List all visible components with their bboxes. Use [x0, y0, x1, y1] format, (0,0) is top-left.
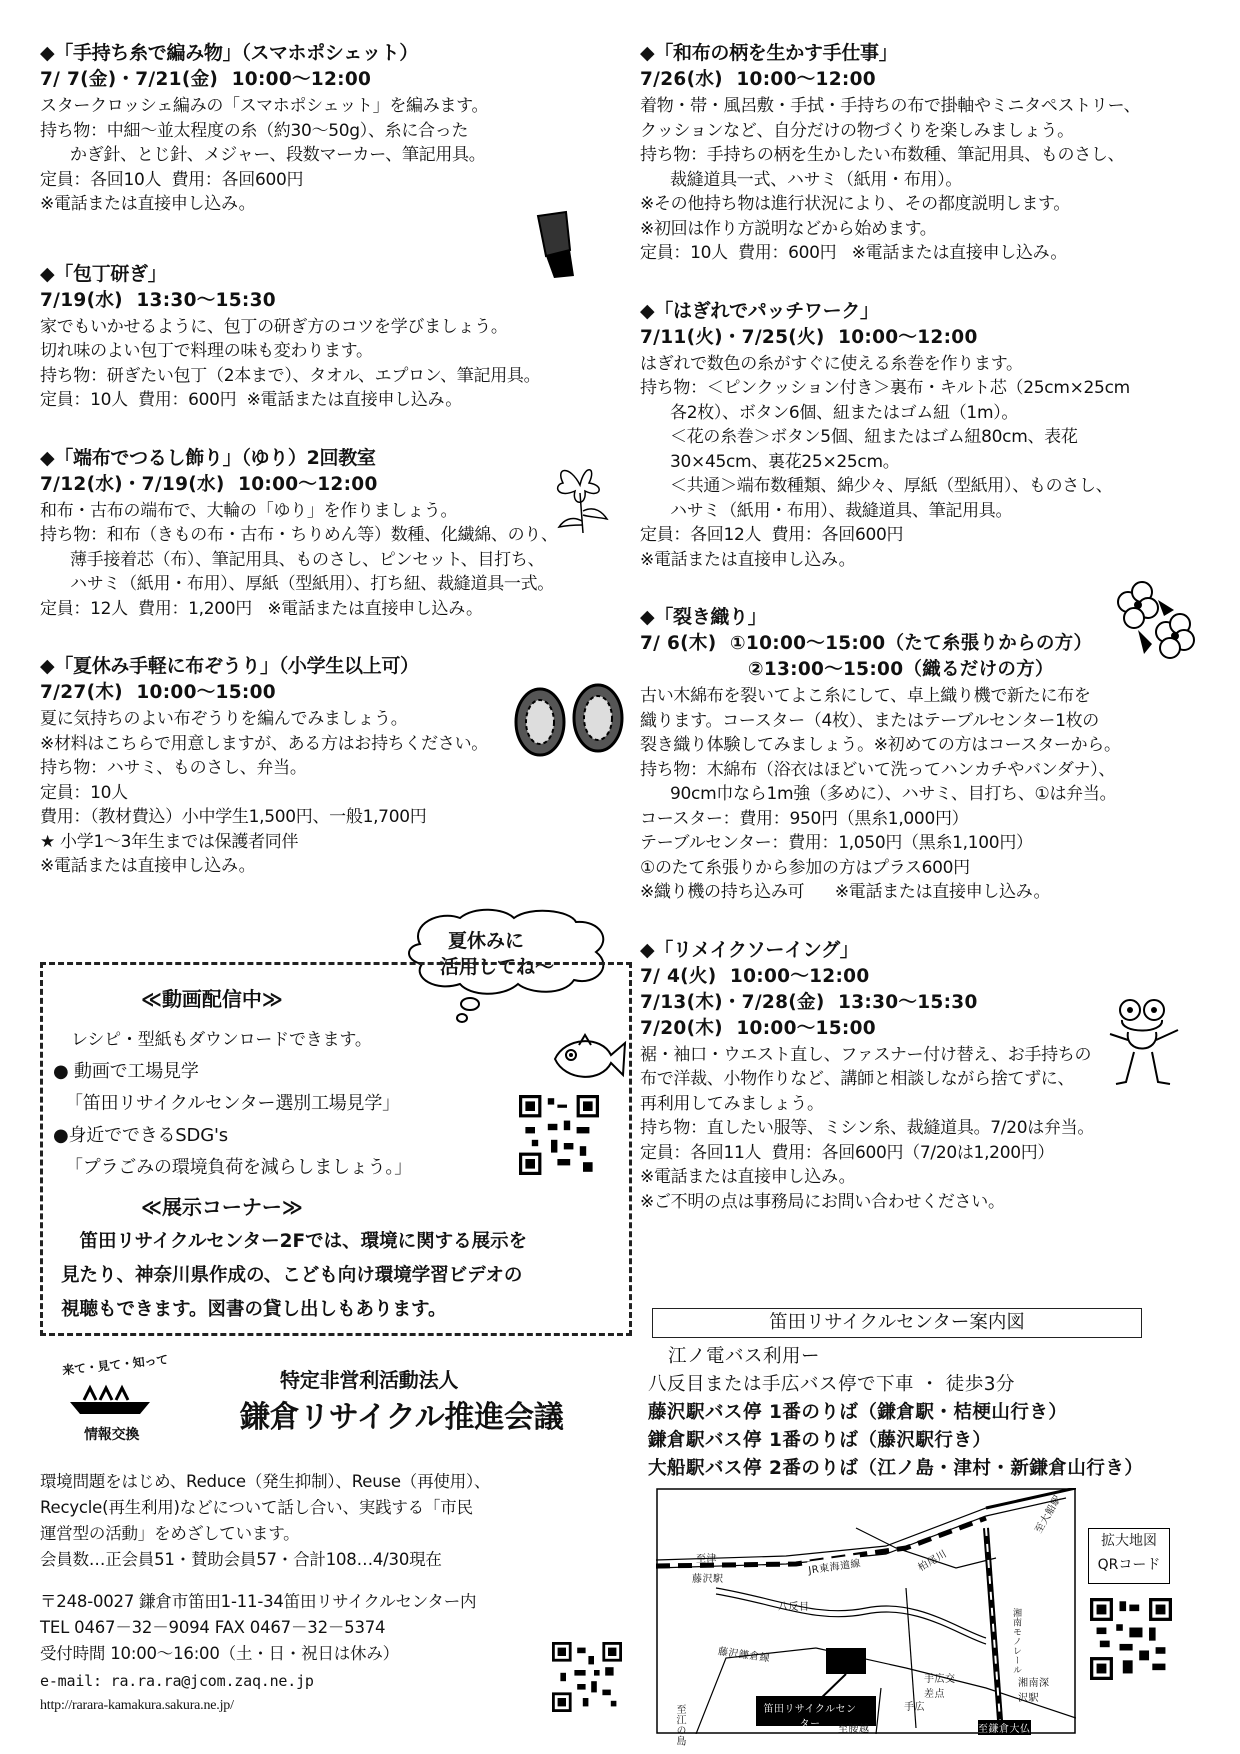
left-column [40, 38, 630, 909]
event-detail-line: 持ち物：中細～並太程度の糸（約30～50g）、糸に合った [40, 120, 469, 141]
map-hattanme: 八反目 [778, 1602, 810, 1613]
event-detail-line: 裂き織り体験してみましょう。※初めての方はコースターから。 [640, 735, 1121, 755]
event-detail-line: 夏に気持ちのよい布ぞうりを編んでみましょう。 [40, 709, 408, 729]
kitchen-knife-icon [532, 210, 584, 280]
event-block [40, 259, 630, 413]
org-type: 特定非営利活動法人 [280, 1368, 459, 1392]
event-schedule: 7/19(水) 13:30～15:30 [40, 289, 276, 311]
bubble-line2: 活用してね～ [440, 956, 555, 978]
event-detail-line: ※ご不明の点は事務局にお問い合わせください。 [640, 1191, 1005, 1212]
event-detail-line: 定員：各回11人 費用：各回600円（7/20は1,200円） [640, 1142, 1055, 1163]
event-schedule: 7/20(木) 10:00～15:00 [640, 1017, 876, 1039]
event-detail-line: ハサミ（紙用・布用）、厚紙（型紙用）、打ち紐、裁縫道具一式。 [70, 574, 554, 594]
organization-info [40, 1352, 630, 1742]
event-detail-line: 裁縫道具一式、ハサミ（紙用・布用）。 [670, 169, 963, 190]
logo-top-text: 来て・見て・知って [61, 1352, 169, 1378]
website-qr-code[interactable] [552, 1642, 622, 1712]
map-jr-line: JR東海道線 [807, 1554, 861, 1576]
event-detail-line: 持ち物：＜ピンクッション付き＞裏布・キルト芯（25cm×25cm [640, 378, 1130, 398]
event-title: ◆「包丁研ぎ」 [40, 262, 167, 285]
exhibit-line2: 見たり、神奈川県作成の、こども向け環境学習ビデオの [61, 1265, 523, 1286]
map-tebiro: 手広 [904, 1702, 925, 1713]
map-center: 笛田リサイクルセンター [763, 1704, 857, 1730]
fish-icon [549, 1031, 629, 1087]
map-fujisawa-station: 藤沢駅 [692, 1570, 724, 1585]
event-detail-line: 定員：12人 費用：1,200円 ※電話または直接申し込み。 [40, 598, 483, 619]
video-line2: ● 動画で工場見学 [53, 1061, 199, 1082]
access-line2: 八反目または手広バス停で下車 ・ 徒歩3分 [648, 1374, 1016, 1395]
map-to-daibutsu: 至鎌倉大仏 [978, 1720, 1031, 1735]
map-fukasawa: 湘南深沢駅 [1018, 1678, 1050, 1704]
event-detail-line: 定員：10人 費用：600円 ※電話または直接申し込み。 [40, 390, 462, 410]
org-desc2: Recycle(再生利用)などについて話し合い、実践する「市民 [40, 1498, 473, 1517]
event-detail-line: 家でもいかせるように、包丁の研ぎ方のコツを学びましょう。 [40, 316, 508, 337]
event-detail-line: テーブルセンター：費用：1,050円（黒糸1,100円） [640, 833, 1033, 853]
event-detail-line: 持ち物：和布（きもの布・古布・ちりめん等）数種、化繊綿、のり、 [40, 525, 558, 545]
event-detail-line: 薄手接着芯（布）、筆記用具、ものさし、ピンセット、目打ち、 [70, 549, 545, 570]
video-line4: ●身近でできるSDG's [53, 1125, 228, 1146]
event-detail-line: 各2枚）、ボタン6個、紐またはゴム紐（1m）。 [670, 402, 1019, 423]
event-detail-line: ※電話または直接申し込み。 [640, 1167, 856, 1187]
map-qr-label-2: QRコード [1097, 1557, 1161, 1573]
map-kashio-river: 柏尾川 [916, 1548, 950, 1574]
org-desc3: 運営型の活動」をめざしています。 [40, 1524, 300, 1543]
frog-icon [1100, 994, 1190, 1094]
event-title: ◆「裂き織り」 [640, 606, 767, 628]
access-line5: 大船駅バス停 2番のりば（江ノ島・津村・新鎌倉山行き） [648, 1458, 1144, 1479]
video-title: ≪動画配信中≫ [141, 987, 283, 1011]
event-detail-line: 持ち物：研ぎたい包丁（2本まで）、タオル、エプロン、筆記用具。 [40, 365, 541, 386]
event-detail-line: ハサミ（紙用・布用）、裁縫道具、筆記用具。 [670, 500, 1013, 521]
org-email[interactable]: e-mail: ra.ra.ra@jcom.zaq.ne.jp [40, 1672, 314, 1690]
map-to-tsu: 至津 [696, 1554, 717, 1565]
event-block [640, 38, 1220, 266]
event-schedule: 7/ 4(火) 10:00～12:00 [640, 965, 870, 987]
event-detail-line: ①のたて糸張りから参加の方はプラス600円 [640, 857, 970, 878]
org-name: 鎌倉リサイクル推進会議 [240, 1400, 564, 1435]
event-detail-line: ※電話または直接申し込み。 [640, 549, 856, 570]
event-schedule: 7/11(火)・7/25(火) 10:00～12:00 [640, 326, 978, 348]
event-detail-line: 持ち物：手持ちの柄を生かしたい布数種、筆記用具、ものさし、 [640, 145, 1125, 165]
event-detail-line: 定員：10人 費用：600円 ※電話または直接申し込み。 [640, 243, 1068, 263]
event-title: ◆「夏休み手軽に布ぞうり」（小学生以上可） [40, 655, 419, 677]
event-detail-line: ＜共通＞端布数種類、綿少々、厚紙（型紙用）、ものさし、 [670, 476, 1113, 496]
map-tebiro-cross: 手広交差点 [924, 1674, 956, 1700]
event-schedule: 7/12(水)・7/19(水) 10:00～12:00 [40, 473, 378, 495]
org-url[interactable]: http://rarara-kamakura.sakura.ne.jp/ [40, 1698, 234, 1713]
event-schedule: ②13:00～15:00（織るだけの方） [640, 659, 1054, 680]
org-desc1: 環境問題をはじめ、Reduce（発生抑制）、Reuse（再使用）、 [40, 1472, 491, 1491]
event-block [40, 38, 630, 217]
event-detail-line: 和布・古布の端布で、大輪の「ゆり」を作りましょう。 [40, 500, 458, 521]
access-header: 笛田リサイクルセンター案内図 [652, 1308, 1142, 1338]
exhibit-title: ≪展示コーナー≫ [141, 1195, 303, 1219]
access-line1: 江ノ電バス利用ー [668, 1346, 821, 1367]
event-detail-line: ＜花の糸巻＞ボタン5個、紐またはゴム紐80cm、表花 [670, 427, 1078, 447]
event-detail-line: 織ります。コースター（4枚）、またはテーブルセンター1枚の [640, 710, 1100, 731]
event-detail-line: 定員：10人 [40, 782, 128, 803]
lily-flower-icon [545, 455, 615, 535]
exhibit-line1: 笛田リサイクルセンター2Fでは、環境に関する展示を [61, 1231, 528, 1252]
video-qr-code[interactable] [519, 1095, 599, 1175]
event-schedule: 7/27(木) 10:00～15:00 [40, 682, 276, 703]
flowers-icon [1108, 580, 1198, 660]
event-title: ◆「はぎれでパッチワーク」 [640, 299, 879, 322]
event-detail-line: 再利用してみましょう。 [640, 1093, 824, 1114]
video-line3: 「笛田リサイクルセンター選別工場見学」 [65, 1093, 400, 1114]
video-line5: 「プラごみの環境負荷を減らしましょう。」 [65, 1157, 412, 1178]
event-schedule: 7/ 6(木) ①10:00～15:00（たて糸張りからの方） [640, 633, 1093, 654]
map-monorail: 湘南モノレール [1011, 1608, 1021, 1675]
access-map-section [648, 1308, 1220, 1746]
event-detail-line: 切れ味のよい包丁で料理の味も変わります。 [40, 341, 373, 361]
event-title: ◆「端布でつるし飾り」（ゆり）2回教室 [40, 446, 376, 469]
org-tel-fax: TEL 0467－32－9094 FAX 0467－32－5374 [40, 1618, 386, 1637]
event-block [640, 296, 1220, 573]
event-detail-line: ※電話または直接申し込み。 [40, 856, 256, 876]
map-fujisawa-kamakura-line: 藤沢鎌倉線 [717, 1646, 771, 1665]
access-line3: 藤沢駅バス停 1番のりば（鎌倉駅・桔梗山行き） [648, 1402, 1068, 1423]
org-hours: 受付時間 10:00～16:00（土・日・祝日は休み） [40, 1644, 399, 1663]
event-title: ◆「リメイクソーイング」 [640, 938, 859, 961]
event-schedule: 7/26(水) 10:00～12:00 [640, 69, 876, 90]
event-schedule: 7/13(木)・7/28(金) 13:30～15:30 [640, 991, 978, 1013]
event-detail-line: 90cm巾なら1m強（多めに）、ハサミ、目打ち、①は弁当。 [670, 784, 1117, 804]
event-detail-line: 布で洋裁、小物作りなど、講師と相談しながら捨てずに、 [640, 1069, 1075, 1089]
sandals-icon [510, 680, 628, 760]
event-schedule: 7/ 7(金)・7/21(金) 10:00～12:00 [40, 69, 372, 90]
video-exhibit-box [40, 962, 632, 1336]
event-title: ◆「和布の柄を生かす手仕事」 [640, 42, 898, 64]
video-line1: レシピ・型紙もダウンロードできます。 [71, 1030, 372, 1050]
event-detail-line: ※材料はこちらで用意しますが、ある方はお持ちください。 [40, 733, 488, 754]
event-detail-line: 30×45cm、裏花25×25cm。 [670, 451, 900, 472]
map-qr-code[interactable] [1090, 1598, 1172, 1680]
org-members: 会員数…正会員51・賛助会員57・合計108…4/30現在 [40, 1550, 442, 1569]
event-detail-line: 持ち物：直したい服等、ミシン糸、裁縫道具。7/20は弁当。 [640, 1118, 1095, 1138]
event-detail-line: ※初回は作り方説明などから始めます。 [640, 218, 937, 239]
access-line4: 鎌倉駅バス停 1番のりば（藤沢駅行き） [648, 1430, 992, 1451]
event-block [40, 443, 630, 622]
event-detail-line: 費用：（教材費込）小中学生1,500円、一般1,700円 [40, 807, 427, 827]
bubble-line1: 夏休みに [448, 930, 525, 952]
event-detail-line: コースター：費用：950円（黒糸1,000円） [640, 808, 969, 829]
event-detail-line: 裾・袖口・ウエスト直し、ファスナー付け替え、お手持ちの [640, 1044, 1092, 1065]
event-detail-line: 持ち物：木綿布（浴衣はほどいて洗ってハンカチやバンダナ）、 [640, 759, 1116, 780]
event-detail-line: ※織り機の持ち込み可 ※電話または直接申し込み。 [640, 882, 1051, 902]
event-detail-line: クッションなど、自分だけの物づくりを楽しみましょう。 [640, 120, 1074, 141]
logo-bottom-text: 情報交換 [84, 1427, 140, 1443]
org-address: 〒248-0027 鎌倉市笛田1-11-34笛田リサイクルセンター内 [40, 1592, 477, 1611]
event-detail-line: ★ 小学1～3年生までは保護者同伴 [40, 831, 299, 852]
event-detail-line: はぎれで数色の糸がすぐに使える糸巻を作ります。 [640, 353, 1023, 374]
map-to-enoshima: 至江の島 [674, 1704, 685, 1746]
event-detail-line: 定員：各回12人 費用：各回600円 [640, 525, 904, 545]
exhibit-line3: 視聴もできます。図書の貸し出しもあります。 [61, 1299, 447, 1320]
event-detail-line: 持ち物：ハサミ、ものさし、弁当。 [40, 758, 307, 778]
event-detail-line: 着物・帯・風呂敷・手拭・手持ちの布で掛軸やミニタペストリー、 [640, 96, 1141, 116]
map-to-koshigoe: 至腰越 [838, 1724, 870, 1735]
event-detail-line: ※電話または直接申し込み。 [40, 194, 256, 214]
event-detail-line: 古い木綿布を裂いてよこ糸にして、卓上織り機で新たに布を [640, 686, 1091, 706]
event-detail-line: スタークロッシェ編みの「スマホポシェット」を編みます。 [40, 96, 489, 116]
event-detail-line: かぎ針、とじ針、メジャー、段数マーカー、筆記用具。 [70, 145, 486, 165]
map-to-ofuna: 至大船駅 [1033, 1493, 1064, 1536]
event-detail-line: 定員：各回10人 費用：各回600円 [40, 169, 304, 190]
event-title: ◆「手持ち糸で編み物」（スマホポシェット） [40, 42, 419, 64]
map-qr-label [1088, 1528, 1170, 1584]
map-qr-label-1: 拡大地図 [1101, 1533, 1157, 1549]
event-detail-line: ※その他持ち物は進行状況により、その都度説明します。 [640, 194, 1071, 214]
